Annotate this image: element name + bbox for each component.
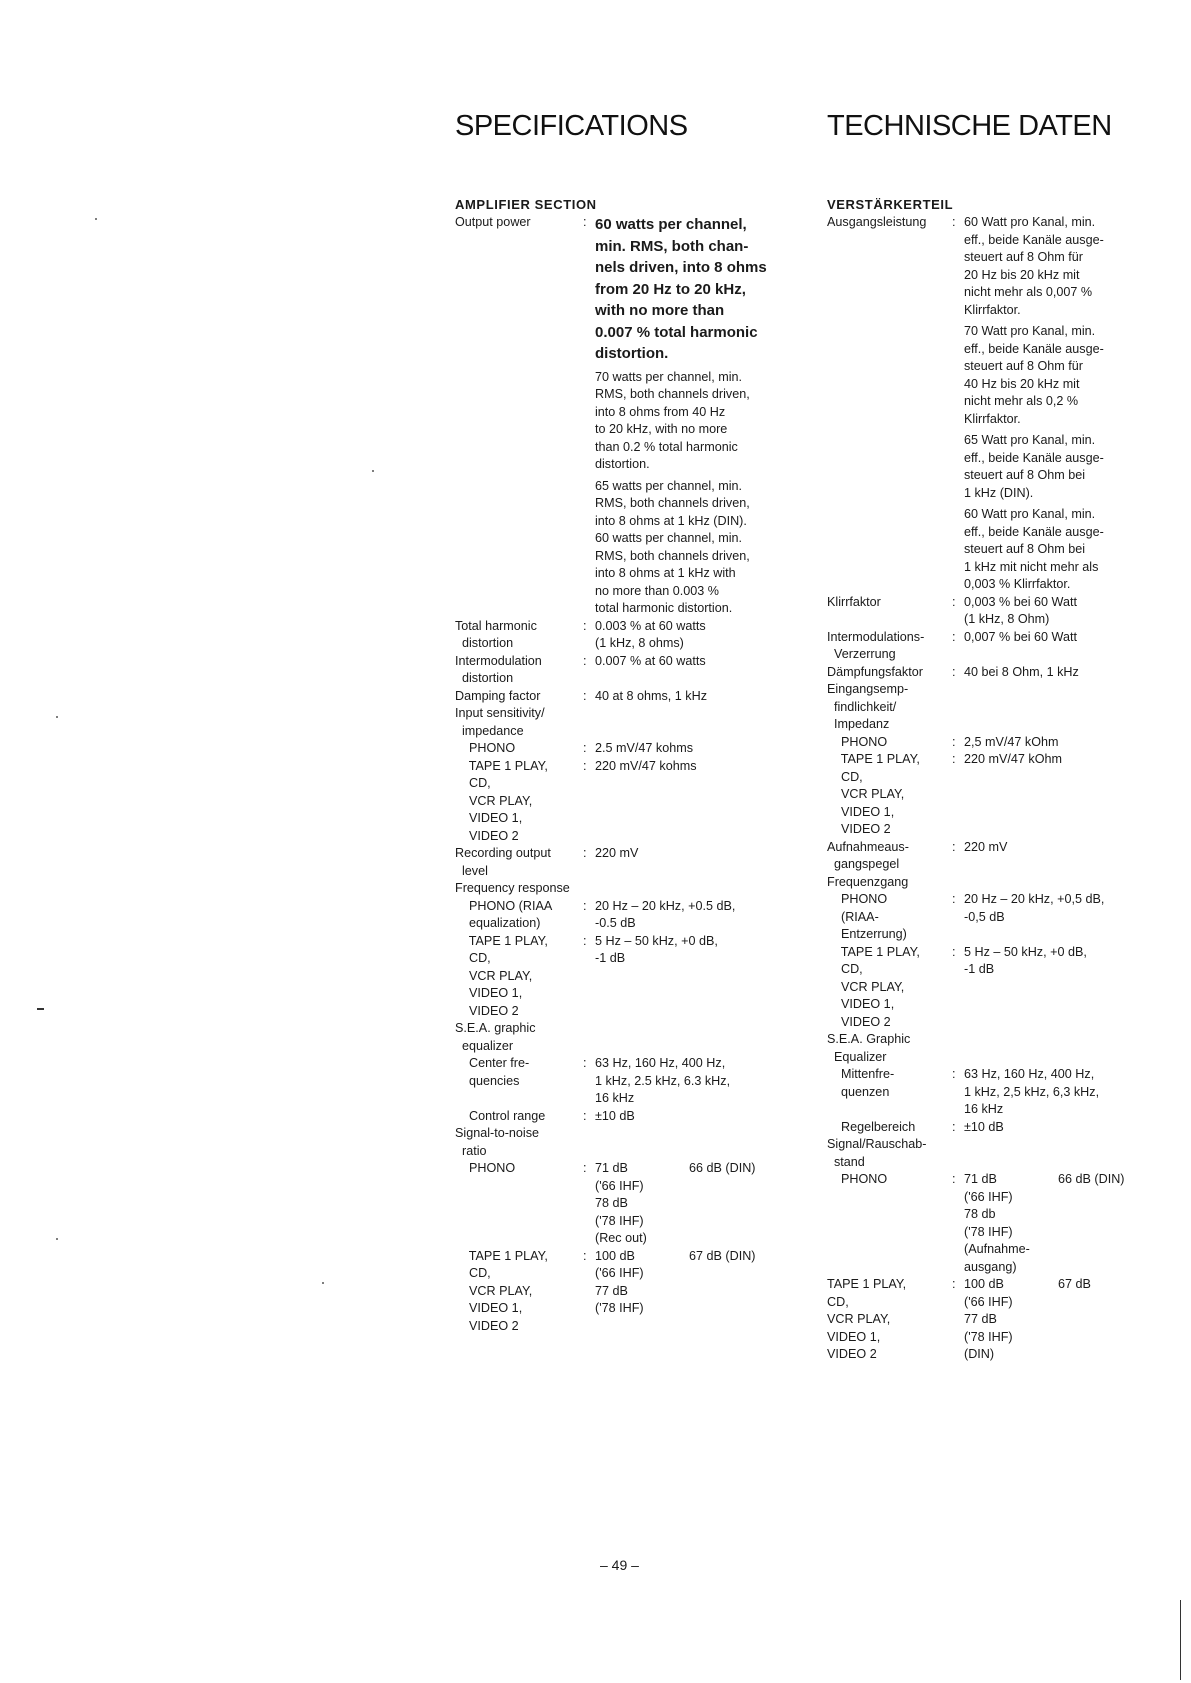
spec-separator: : — [583, 898, 587, 913]
spec-row — [455, 845, 795, 880]
spec-label: Ausgangsleistung — [827, 215, 927, 229]
spec-separator: : — [952, 215, 956, 229]
spec-row — [827, 1276, 1167, 1364]
spec-label — [455, 474, 583, 531]
spec-value: ±10 dB — [595, 1108, 635, 1123]
spec-separator: : — [583, 758, 587, 773]
spec-separator: : — [583, 1108, 587, 1123]
spec-value: 0.003 % at 60 watts (1 kHz, 8 ohms) — [595, 618, 706, 650]
spec-value: ±10 dB — [964, 1119, 1004, 1134]
spec-row — [827, 874, 1167, 892]
spec-row — [827, 681, 1167, 734]
spec-row — [827, 944, 1167, 1032]
spec-row — [455, 365, 795, 474]
spec-label: Recording output level — [455, 846, 551, 878]
spec-label: TAPE 1 PLAY, CD, VCR PLAY, VIDEO 1, VIDEO 2 — [840, 752, 920, 836]
spec-label: TAPE 1 PLAY, CD, VCR PLAY, VIDEO 1, VIDEO 2 — [468, 933, 548, 1018]
spec-row — [827, 1119, 1167, 1137]
spec-separator: : — [952, 892, 956, 906]
spec-separator: : — [583, 618, 587, 633]
spec-value — [964, 1031, 1164, 1066]
spec-label: Regelbereich — [827, 1119, 916, 1134]
spec-value: 60 watts per channel, min. RMS, both chan- nels driven, into 8 ohms from 20 Hz to 20 kHz, with no more than 0.007 % total harmonic distortion. — [595, 216, 767, 362]
spec-row — [455, 530, 795, 618]
spec-separator: : — [583, 1056, 587, 1070]
spec-label: S.E.A. Graphic Equalizer — [827, 1032, 911, 1064]
spec-value: 5 Hz – 50 kHz, +0 dB, -1 dB — [964, 944, 1087, 976]
spec-value: 20 Hz – 20 kHz, +0.5 dB, -0.5 dB — [595, 898, 736, 930]
spec-separator: : — [952, 1277, 956, 1291]
spec-label: Signal/Rauschab- stand — [827, 1137, 927, 1169]
spec-value-primary: 100 dB ('66 IHF) 77 dB ('78 IHF) — [964, 1277, 1013, 1344]
spec-row — [455, 1160, 795, 1248]
technische-daten-title: TECHNISCHE DATEN — [827, 110, 1112, 142]
spec-row — [455, 1248, 795, 1336]
page-number: – 49 – — [600, 1557, 639, 1573]
spec-label: PHONO — [827, 1172, 888, 1186]
spec-row — [827, 1171, 1167, 1276]
spec-label: TAPE 1 PLAY, CD, VCR PLAY, VIDEO 1, VIDEO 2 — [468, 758, 548, 843]
spec-value: 60 watts per channel, min. RMS, both channels driven, into 8 ohms at 1 kHz with no more than 0.003 % total harmonic distortion. — [595, 531, 750, 615]
spec-separator: : — [583, 688, 587, 703]
specifications-title: SPECIFICATIONS — [455, 110, 688, 142]
spec-row — [827, 751, 1167, 839]
spec-label: TAPE 1 PLAY, CD, VCR PLAY, VIDEO 1, VIDEO 2 — [468, 1248, 548, 1333]
spec-label: Klirrfaktor — [827, 594, 881, 609]
spec-label: Intermodulations- Verzerrung — [827, 629, 925, 661]
spec-label: PHONO — [455, 1161, 516, 1175]
spec-value-din: 67 dB (DIN) — [689, 1248, 756, 1263]
spec-label: Input sensitivity/ impedance — [455, 706, 545, 738]
spec-label: TAPE 1 PLAY, CD, VCR PLAY, VIDEO 1, VIDEO 2 — [827, 1277, 907, 1361]
spec-value: 60 Watt pro Kanal, min. eff., beide Kanäle ausge- steuert auf 8 Ohm für 20 Hz bis 20 kHz mit nicht mehr als 0,007 % Klirrfaktor. — [964, 215, 1104, 317]
spec-value: 220 mV/47 kohms — [595, 758, 697, 773]
spec-value-din: 67 dB (DIN) — [964, 1277, 1091, 1361]
spec-separator — [952, 681, 964, 734]
spec-separator — [952, 1031, 964, 1066]
spec-label: TAPE 1 PLAY, CD, VCR PLAY, VIDEO 1, VIDEO 2 — [840, 944, 920, 1029]
spec-separator: : — [952, 1067, 956, 1081]
spec-value: 63 Hz, 160 Hz, 400 Hz, 1 kHz, 2.5 kHz, 6.3 kHz, 16 kHz — [595, 1056, 731, 1105]
spec-value-primary: 100 dB ('66 IHF) 77 dB ('78 IHF) — [595, 1248, 644, 1315]
spec-separator: : — [952, 629, 956, 644]
spec-separator — [583, 880, 595, 898]
spec-separator: : — [583, 933, 587, 948]
spec-value-primary: 71 dB ('66 IHF) 78 db ('78 IHF) (Aufnahme- ausgang) — [964, 1172, 1030, 1274]
spec-separator: : — [952, 664, 956, 679]
spec-label — [455, 365, 583, 474]
spec-separator — [583, 1125, 595, 1160]
spec-row — [455, 688, 795, 706]
spec-row — [827, 1136, 1167, 1171]
spec-value — [964, 874, 1164, 892]
spec-separator — [583, 705, 595, 740]
spec-row — [827, 839, 1167, 874]
spec-separator: : — [583, 846, 587, 860]
german-spec-list — [827, 214, 1167, 1364]
spec-label: PHONO — [827, 734, 888, 749]
spec-row — [455, 653, 795, 688]
spec-value: 220 mV/47 kOhm — [964, 752, 1062, 766]
spec-value — [595, 1020, 785, 1055]
spec-value: 220 mV — [964, 839, 1008, 854]
scan-speck — [56, 716, 58, 718]
spec-row — [455, 933, 795, 1021]
spec-separator — [952, 319, 964, 428]
spec-label — [827, 502, 952, 594]
spec-value: 5 Hz – 50 kHz, +0 dB, -1 dB — [595, 933, 718, 965]
spec-row — [455, 740, 795, 758]
spec-row — [455, 1055, 795, 1108]
spec-separator: : — [952, 734, 956, 749]
spec-row — [827, 594, 1167, 629]
spec-separator: : — [583, 215, 587, 229]
spec-label: Total harmonic distortion — [455, 618, 537, 650]
spec-row — [827, 664, 1167, 682]
spec-row — [455, 1020, 795, 1055]
spec-separator: : — [952, 1172, 956, 1186]
spec-row — [455, 1108, 795, 1126]
spec-separator: : — [952, 839, 956, 854]
spec-separator: : — [583, 741, 587, 755]
spec-value: 0,007 % bei 60 Watt — [964, 629, 1077, 644]
spec-row — [827, 319, 1167, 428]
spec-value: 70 watts per channel, min. RMS, both channels driven, into 8 ohms from 40 Hz to 20 kHz, with no more than 0.2 % total harmonic distortion. — [595, 369, 750, 471]
spec-separator — [583, 365, 595, 474]
spec-value — [595, 880, 785, 898]
spec-value: 70 Watt pro Kanal, min. eff., beide Kanäle ausge- steuert auf 8 Ohm für 40 Hz bis 20 kHz mit nicht mehr als 0,2 % Klirrfaktor. — [964, 324, 1104, 426]
spec-separator — [952, 428, 964, 502]
spec-separator — [952, 1136, 964, 1171]
scan-speck — [372, 470, 374, 472]
spec-row — [827, 891, 1167, 944]
spec-row — [827, 502, 1167, 594]
margin-edge-line — [1180, 1600, 1181, 1680]
spec-value — [964, 1171, 1164, 1276]
spec-value — [964, 1276, 1164, 1364]
spec-label: Aufnahmeaus- gangspegel — [827, 839, 909, 871]
spec-value: 60 Watt pro Kanal, min. eff., beide Kanäle ausge- steuert auf 8 Ohm bei 1 kHz mit nicht mehr als 0,003 % Klirrfaktor. — [964, 507, 1104, 591]
spec-label: PHONO — [455, 741, 516, 755]
spec-value: 2.5 mV/47 kohms — [595, 741, 693, 755]
spec-label: Control range — [455, 1108, 546, 1123]
scan-speck — [56, 1238, 58, 1240]
spec-row — [827, 1031, 1167, 1066]
spec-value — [595, 1248, 785, 1336]
spec-row — [455, 898, 795, 933]
spec-separator: : — [952, 594, 956, 609]
spec-label: PHONO (RIAA equalization) — [468, 898, 553, 930]
spec-row — [827, 629, 1167, 664]
english-spec-list — [455, 214, 795, 1335]
spec-label — [455, 530, 583, 618]
margin-dash — [37, 1008, 44, 1010]
spec-label — [827, 319, 952, 428]
spec-separator — [583, 530, 595, 618]
spec-value-primary: 71 dB ('66 IHF) 78 dB ('78 IHF) (Rec out) — [595, 1161, 647, 1245]
spec-row — [455, 214, 795, 365]
spec-separator — [583, 1020, 595, 1055]
spec-separator: : — [583, 653, 587, 668]
spec-value — [595, 1125, 785, 1160]
spec-separator — [952, 874, 964, 892]
spec-value: 220 mV — [595, 846, 639, 860]
spec-separator: : — [952, 1119, 956, 1134]
spec-value: 2,5 mV/47 kOhm — [964, 734, 1059, 749]
scan-speck — [95, 218, 97, 220]
spec-label — [827, 428, 952, 502]
spec-label: Intermodulation distortion — [455, 653, 542, 685]
spec-value: 0,003 % bei 60 Watt (1 kHz, 8 Ohm) — [964, 594, 1077, 626]
spec-separator: : — [583, 1161, 587, 1175]
spec-value — [964, 681, 1164, 734]
spec-row — [827, 428, 1167, 502]
amplifier-section-heading: AMPLIFIER SECTION — [455, 197, 597, 212]
spec-label: Frequenzgang — [827, 874, 909, 889]
spec-label: Output power — [455, 215, 531, 229]
spec-label: PHONO (RIAA- Entzerrung) — [840, 892, 907, 941]
spec-row — [455, 758, 795, 846]
spec-value: 65 Watt pro Kanal, min. eff., beide Kanäle ausge- steuert auf 8 Ohm bei 1 kHz (DIN). — [964, 433, 1104, 500]
spec-row — [455, 1125, 795, 1160]
spec-label: Frequency response — [455, 881, 570, 895]
spec-separator — [952, 502, 964, 594]
spec-label: Mittenfre- quenzen — [840, 1067, 895, 1099]
spec-value — [964, 1136, 1164, 1171]
spec-separator: : — [583, 1248, 587, 1263]
spec-row — [455, 618, 795, 653]
spec-value-din: 66 dB (DIN) — [1058, 1172, 1125, 1186]
spec-value: 63 Hz, 160 Hz, 400 Hz, 1 kHz, 2,5 kHz, 6,3 kHz, 16 kHz — [964, 1067, 1100, 1116]
spec-value — [595, 1160, 785, 1248]
spec-row — [455, 880, 795, 898]
spec-label: Signal-to-noise ratio — [455, 1126, 540, 1158]
spec-label: Eingangsemp- findlichkeit/ Impedanz — [827, 682, 909, 731]
spec-value: 40 at 8 ohms, 1 kHz — [595, 688, 707, 703]
spec-label: Damping factor — [455, 688, 541, 703]
spec-value: 40 bei 8 Ohm, 1 kHz — [964, 664, 1079, 679]
spec-value: 0.007 % at 60 watts — [595, 653, 706, 668]
spec-value: 20 Hz – 20 kHz, +0,5 dB, -0,5 dB — [964, 892, 1105, 924]
spec-row — [827, 214, 1167, 319]
spec-row — [455, 705, 795, 740]
spec-separator — [583, 474, 595, 531]
spec-label: Center fre- quencies — [468, 1056, 530, 1088]
spec-row — [827, 1066, 1167, 1119]
spec-row — [827, 734, 1167, 752]
spec-separator: : — [952, 944, 956, 959]
spec-label: S.E.A. graphic equalizer — [455, 1021, 536, 1053]
spec-row — [455, 474, 795, 531]
spec-value: 65 watts per channel, min. RMS, both channels driven, into 8 ohms at 1 kHz (DIN). — [595, 478, 750, 528]
verstaerkerteil-heading: VERSTÄRKERTEIL — [827, 197, 954, 212]
spec-value — [595, 705, 785, 740]
spec-label: Dämpfungsfaktor — [827, 664, 923, 679]
spec-value-din: 66 dB (DIN) — [689, 1161, 756, 1175]
scan-speck — [322, 1282, 324, 1284]
spec-separator: : — [952, 752, 956, 766]
